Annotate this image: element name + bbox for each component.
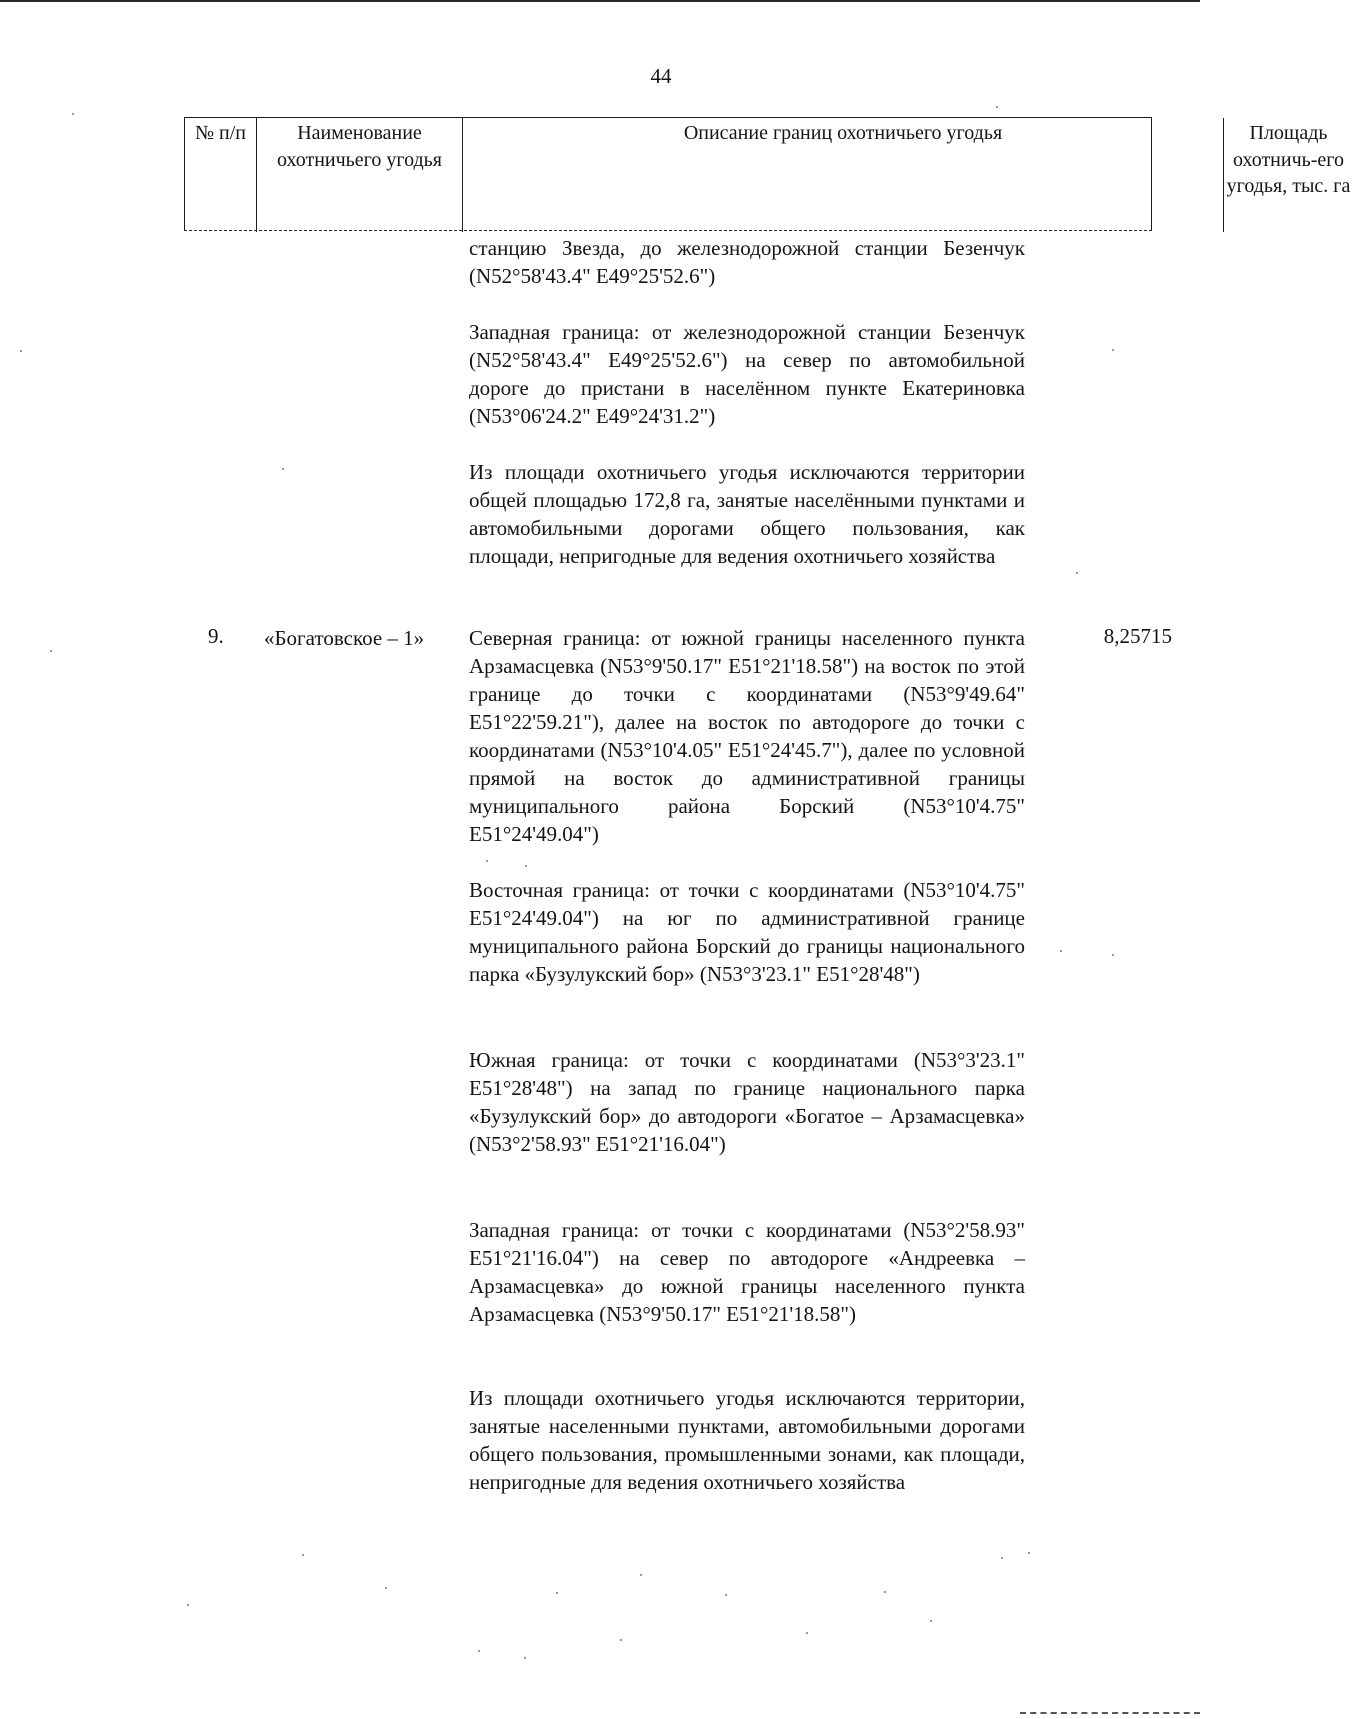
eastern-boundary-paragraph: Восточная граница: от точки с координатами (N53°10'4.75" E51°24'49.04") на юг по административной границе муниципального района Борский до границы национального парка «Бузулукский бор» (N53°3'23.1" E51°28'48") xyxy=(469,878,1025,986)
header-number: № п/п xyxy=(185,118,257,232)
row-number: 9. xyxy=(208,624,224,648)
continued-paragraph: станцию Звезда, до железнодорожной станции Безенчук (N52°58'43.4" E49°25'52.6") xyxy=(469,236,1025,288)
western-boundary-paragraph: Западная граница: от точки с координатами (N53°2'58.93" E51°21'16.04") на север по автодороге «Андреевка – Арзамасцевка» до южной границы населенного пункта Арзамасцевка (N53°9'50.17" E51°21'18.58") xyxy=(469,1218,1025,1326)
table-header xyxy=(184,117,1351,231)
row-area: 8,25715 xyxy=(1103,624,1172,648)
header-area: Площадь охотничь-его угодья, тыс. га xyxy=(1226,122,1351,197)
page-number: 44 xyxy=(650,64,672,88)
header-bottom-rule xyxy=(184,230,1152,231)
exclusions-paragraph: Из площади охотничьего угодья исключаются территории, занятые населенными пунктами, автомобильными дорогами общего пользования, промышленными зонами, как площади, непригодные для ведения охотничьего хозяйства xyxy=(469,1386,1025,1494)
header-name: Наименование охотничьего угодья xyxy=(257,118,463,232)
bottom-scan-mark xyxy=(1020,1712,1200,1718)
continued-paragraph: Западная граница: от железнодорожной станции Безенчук (N52°58'43.4" E49°25'52.6") на север по автомобильной дороге до пристани в населённом пункте Екатериновка (N53°06'24.2" E49°24'31.2") xyxy=(469,320,1025,428)
continued-paragraph: Из площади охотничьего угодья исключаются территории общей площадью 172,8 га, занятые населёнными пунктами и автомобильными дорогами общего пользования, как площади, непригодные для ведения охотничьего хозяйства xyxy=(469,460,1025,568)
top-border-line xyxy=(0,0,1200,2)
northern-boundary-paragraph: Северная граница: от южной границы населенного пункта Арзамасцевка (N53°9'50.17" E51°21'18.58") на восток по этой границе до точки с координатами (N53°9'49.64" E51°22'59.21"), далее на восток по автодороге до точки с координатами (N53°10'4.05" E51°24'45.7"), далее по условной прямой на восток до административной границы муниципального района Борский (N53°10'4.75" E51°24'49.04") xyxy=(469,626,1025,846)
header-description: Описание границ охотничьего угодья xyxy=(463,118,1224,232)
southern-boundary-paragraph: Южная граница: от точки с координатами (N53°3'23.1" E51°28'48") на запад по границе национального парка «Бузулукский бор» до автодороги «Богатое – Арзамасцевка» (N53°2'58.93" E51°21'16.04") xyxy=(469,1048,1025,1156)
row-name: «Богатовское – 1» xyxy=(264,626,425,650)
